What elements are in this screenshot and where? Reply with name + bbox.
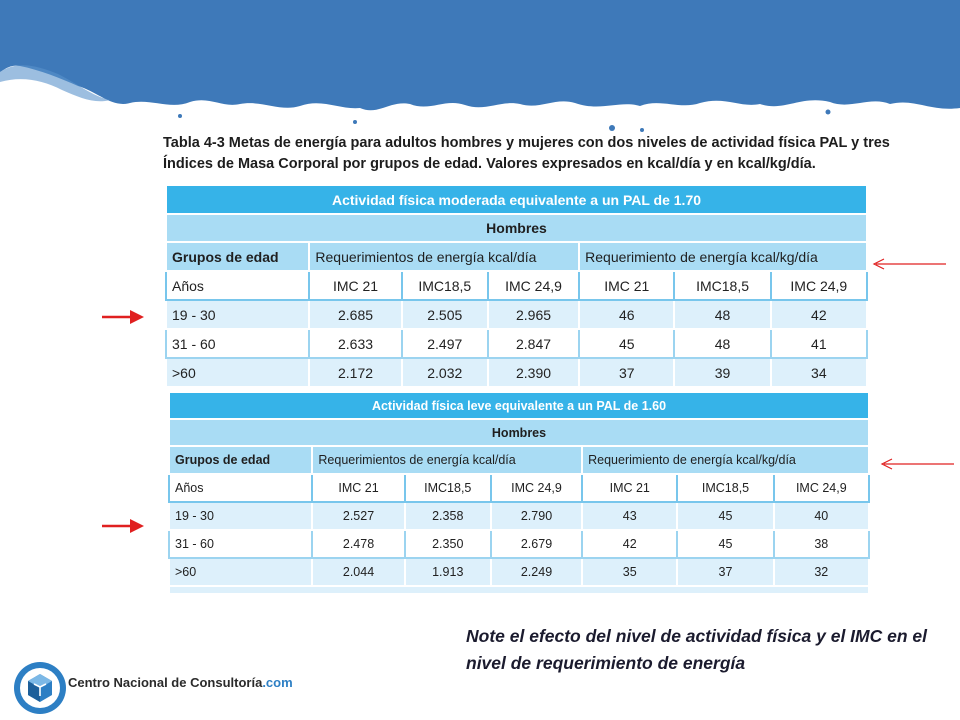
table-cell: 2.790	[491, 502, 582, 530]
table-cell: 32	[774, 558, 869, 586]
column-header: IMC 24,9	[771, 271, 867, 300]
table-cell: 2.505	[402, 300, 488, 329]
table-subtitle: Hombres	[169, 419, 869, 446]
table-cell: 34	[771, 358, 867, 387]
column-header: IMC18,5	[677, 474, 773, 502]
column-header: IMC 24,9	[488, 271, 579, 300]
header-banner	[0, 0, 960, 140]
table-subtitle: Hombres	[166, 214, 867, 242]
column-header: IMC18,5	[405, 474, 491, 502]
table-cell: >60	[169, 558, 312, 586]
group-column-header: Grupos de edad	[166, 242, 309, 271]
table-cell: 45	[677, 502, 773, 530]
group-header-kcal-day: Requerimientos de energía kcal/día	[312, 446, 582, 474]
table-cell: 1.913	[405, 558, 491, 586]
table-cell: 2.044	[312, 558, 404, 586]
table-cell: 42	[582, 530, 677, 558]
group-header-kcal-day: Requerimientos de energía kcal/día	[309, 242, 579, 271]
table-row	[166, 300, 867, 329]
table-cell: 2.390	[488, 358, 579, 387]
group-header-kcal-kg-day: Requerimiento de energía kcal/kg/día	[582, 446, 869, 474]
table-cell: 43	[582, 502, 677, 530]
company-logo-text	[68, 675, 293, 690]
cube-logo-icon	[12, 660, 68, 716]
table-cell: 2.679	[491, 530, 582, 558]
table-cell: 2.172	[309, 358, 401, 387]
table-row	[166, 358, 867, 387]
column-header: Años	[166, 271, 309, 300]
column-header: IMC18,5	[674, 271, 770, 300]
column-header: IMC 21	[579, 271, 674, 300]
energy-table-moderate	[165, 184, 868, 388]
table-title: Actividad física moderada equivalente a un PAL de 1.70	[166, 185, 867, 214]
column-header: Años	[169, 474, 312, 502]
table-cell: 42	[771, 300, 867, 329]
table-cell: 19 - 30	[166, 300, 309, 329]
table-cell: >60	[166, 358, 309, 387]
table-cell: 2.685	[309, 300, 401, 329]
table-row	[166, 329, 867, 358]
company-name: Centro Nacional de Consultoría	[68, 675, 263, 690]
table-cell: 38	[774, 530, 869, 558]
table-cell: 2.249	[491, 558, 582, 586]
table-row	[169, 558, 869, 586]
group-column-header: Grupos de edad	[169, 446, 312, 474]
table-cell: 48	[674, 300, 770, 329]
table-footer-strip	[169, 586, 869, 594]
table-cell: 45	[677, 530, 773, 558]
group-header-kcal-kg-day: Requerimiento de energía kcal/kg/día	[579, 242, 867, 271]
table-cell: 19 - 30	[169, 502, 312, 530]
table-cell: 2.497	[402, 329, 488, 358]
company-domain: .com	[262, 675, 293, 690]
column-header: IMC 24,9	[491, 474, 582, 502]
table-cell: 37	[677, 558, 773, 586]
table-cell: 41	[771, 329, 867, 358]
table-cell: 2.032	[402, 358, 488, 387]
arrow-right-icon	[100, 308, 146, 326]
table-cell: 39	[674, 358, 770, 387]
table-cell: 46	[579, 300, 674, 329]
table-caption: Tabla 4-3 Metas de energía para adultos hombres y mujeres con dos niveles de actividad física PAL y tres Índices de Masa Corporal por grupos de edad. Valores expresados en kcal/día y en kcal/kg/día.	[163, 135, 890, 172]
table-cell: 40	[774, 502, 869, 530]
arrow-right-icon	[100, 517, 146, 535]
table-cell: 2.965	[488, 300, 579, 329]
column-header: IMC 21	[582, 474, 677, 502]
table-cell: 2.358	[405, 502, 491, 530]
table-row	[169, 502, 869, 530]
table-cell: 37	[579, 358, 674, 387]
arrow-left-icon	[880, 457, 956, 471]
energy-table-light	[168, 391, 870, 595]
table-cell: 2.847	[488, 329, 579, 358]
table-row	[169, 530, 869, 558]
column-header: IMC 24,9	[774, 474, 869, 502]
table-cell: 45	[579, 329, 674, 358]
column-header: IMC18,5	[402, 271, 488, 300]
table-cell: 35	[582, 558, 677, 586]
arrow-left-icon	[872, 257, 948, 271]
note-text: Note el efecto del nivel de actividad física y el IMC en el nivel de requerimiento de energía	[466, 626, 927, 673]
column-header: IMC 21	[312, 474, 404, 502]
table-cell: 2.478	[312, 530, 404, 558]
table-cell: 31 - 60	[166, 329, 309, 358]
table-cell: 2.350	[405, 530, 491, 558]
table-cell: 2.633	[309, 329, 401, 358]
table-cell: 31 - 60	[169, 530, 312, 558]
column-header: IMC 21	[309, 271, 401, 300]
table-cell: 48	[674, 329, 770, 358]
table-title: Actividad física leve equivalente a un PAL de 1.60	[169, 392, 869, 419]
table-cell: 2.527	[312, 502, 404, 530]
